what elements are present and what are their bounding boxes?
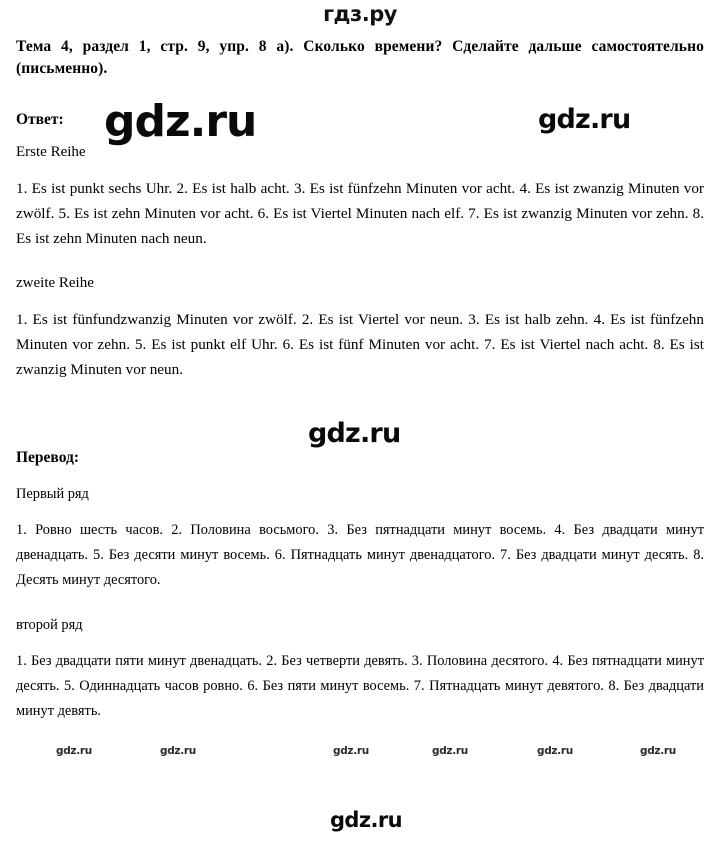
spacer <box>16 635 704 649</box>
document-body <box>16 36 704 724</box>
watermark-small: gdz.ru <box>640 745 676 757</box>
translation-row1-text: 1. Ровно шесть часов. 2. Половина восьмого. 3. Без пятнадцати минут восемь. 4. Без двадцати минут двенадцать. 5. Без десяти минут восемь. 6. Пятнадцать минут двенадцатого. 7. Без двадцати минут десять. 8. Десять минут десятого. <box>16 522 704 588</box>
answer-row1-heading: Erste Reihe <box>16 144 86 160</box>
spacer <box>16 468 704 484</box>
spacer <box>16 293 704 307</box>
spacer <box>16 251 704 273</box>
translation-row2-text: 1. Без двадцати пяти минут двенадцать. 2. Без четверти девять. 3. Половина десятого. 4. Без пятнадцати минут десять. 5. Одиннадцать часов ровно. 6. Без пяти минут восемь. 7. Пятнадцать минут девятого. 8. Без двадцати минут девять. <box>16 653 704 719</box>
spacer <box>16 162 704 176</box>
watermark-small: gdz.ru <box>56 745 92 757</box>
answer-label: Ответ: <box>16 111 64 128</box>
watermark-small: gdz.ru <box>333 745 369 757</box>
watermark-center: gdz.ru <box>308 418 401 449</box>
watermark-small: gdz.ru <box>160 745 196 757</box>
watermark-right: gdz.ru <box>538 104 631 135</box>
translation-row1-heading: Первый ряд <box>16 486 89 502</box>
watermark-large-left: gdz.ru <box>104 96 257 147</box>
answer-row1-text: 1. Es ist punkt sechs Uhr. 2. Es ist halb acht. 3. Es ist fünfzehn Minuten vor acht. 4. Es ist zwanzig Minuten vor zwölf. 5. Es ist zehn Minuten vor acht. 6. Es ist Viertel Minuten nach elf. 7. Es ist zwanzig Minuten vor zehn. 8. Es ist zehn Minuten nach neun. <box>16 180 704 247</box>
spacer <box>16 130 704 142</box>
spacer <box>16 504 704 518</box>
translation-label: Перевод: <box>16 449 80 466</box>
watermark-small: gdz.ru <box>432 745 468 757</box>
spacer <box>16 96 704 110</box>
answer-row2-heading: zweite Reihe <box>16 275 94 291</box>
task-title: Тема 4, раздел 1, стр. 9, упр. 8 а). Сколько времени? Сделайте дальше самостоятельно (письменно). <box>16 38 704 77</box>
watermark-small: gdz.ru <box>537 745 573 757</box>
spacer <box>16 382 704 448</box>
site-logo: гдз.ру <box>323 2 397 26</box>
answer-row2-text: 1. Es ist fünfundzwanzig Minuten vor zwölf. 2. Es ist Viertel vor neun. 3. Es ist halb zehn. 4. Es ist fünfzehn Minuten vor zehn. 5. Es ist punkt elf Uhr. 6. Es ist fünf Minuten vor acht. 7. Es ist Viertel nach acht. 8. Es ist zwanzig Minuten vor neun. <box>16 311 704 378</box>
spacer <box>16 593 704 615</box>
watermark-bottom: gdz.ru <box>330 808 402 832</box>
translation-row2-heading: второй ряд <box>16 617 83 633</box>
